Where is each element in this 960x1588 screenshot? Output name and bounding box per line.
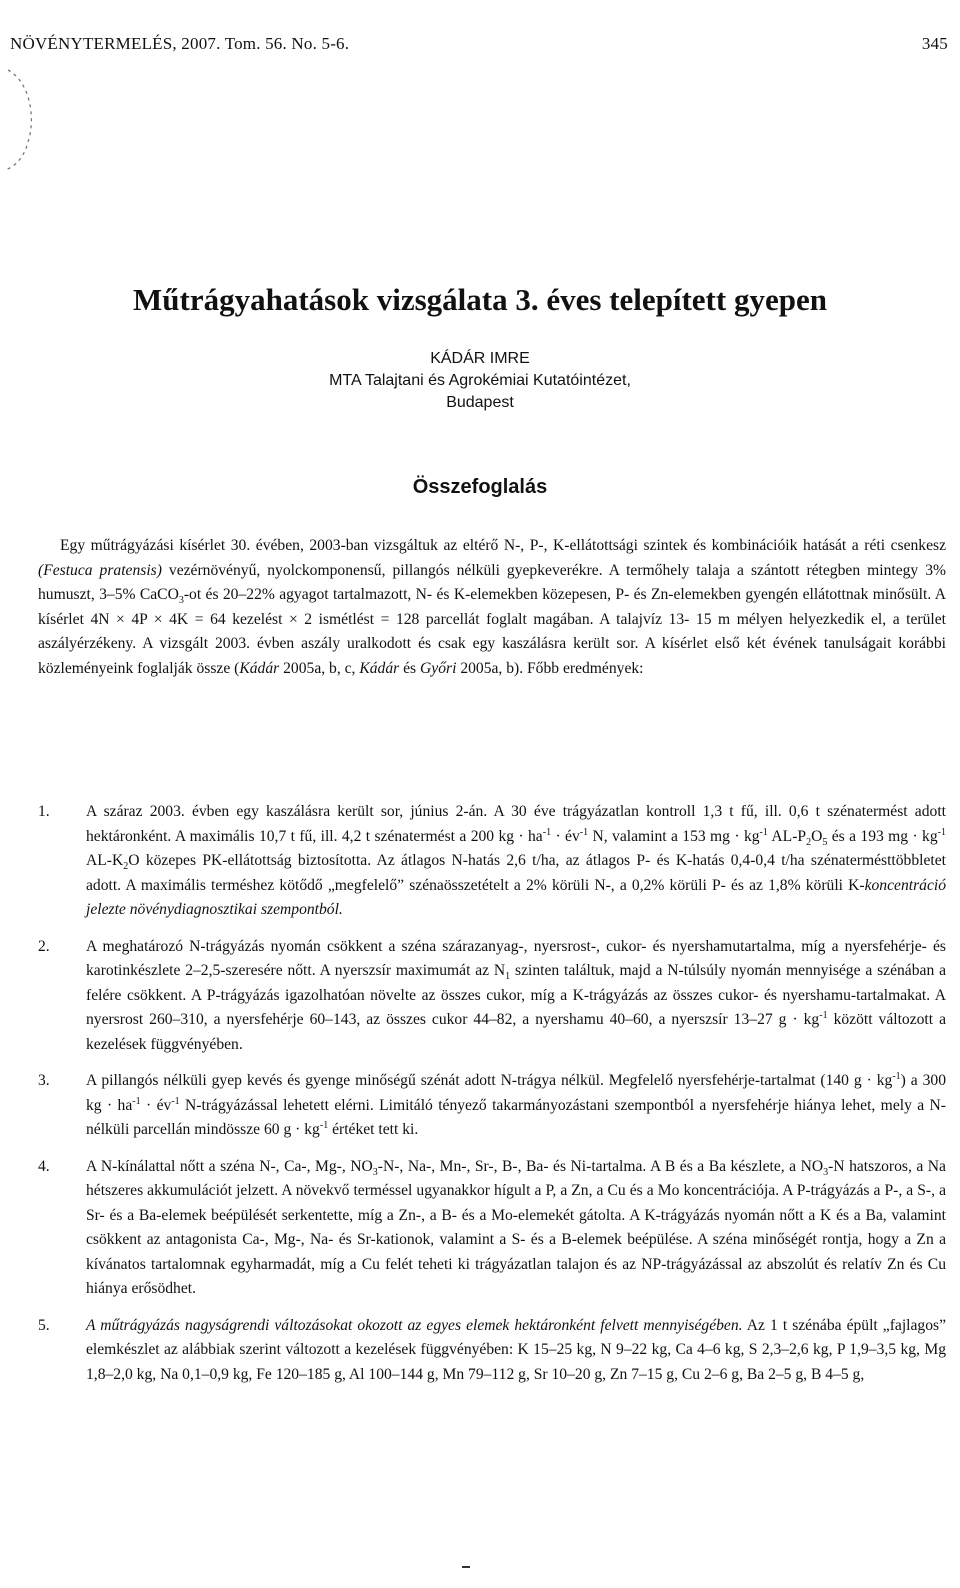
author-institute: MTA Talajtani és Agrokémiai Kutatóintézet, — [329, 372, 631, 389]
list-item: 5. A műtrágyázás nagyságrendi változásokat okozott az egyes elemek hektáronként felvett mennyiségében. Az 1 t szénába épült „fajlagos” elemkészlet az alábbiak szerint változott a kezelések függvényében: K 15–25 kg, N 9–22 kg, Ca 4–6 kg, S 2,3–2,6 kg, P 1,9–3,5 kg, Mg 1,8–2,0 kg, Na 0,1–0,9 kg, Fe 120–185 g, Al 100–144 g, Mn 79–112 g, Sr 10–20 g, Zn 7–15 g, Cu 2–6 g, Ba 2–5 g, B 4–5 g, — [38, 1316, 947, 1383]
list-item: 4. A N-kínálattal nőtt a széna N-, Ca-, Mg-, $NO_3-N-$, Na-, Mn-, Sr-, B-, Ba- és Ni-tartalma. A B és a Ba készlete, a $NO_3-N$ hatszoros, a Na hétszeres akkumulációt jelzett. A növekvő terméssel ugyanakkor hígult a P, a Zn, a Cu és a Mo koncentrációja. A P-trágyázás a P-, a S-, a Sr- és a Ba-elemek beépülését serkentette, míg a Zn-, a B- és a Mo-elemekét gátolta. A K-trágyázás nyomán nőtt a K és a Ba, valamint csökkent az antagonista Ca-, Mg-, Na- és Sr-kationok, valamint a S- és a B-elemek beépülése. A széna minőségét rontja, hogy a Zn a kívánatos tartalomnak egyharmadát, míg a Cu felét teheti ki trágyázatlan talajon és az NP-trágyázással az abszolút és relatív Zn és Cu hiánya erősödhet. — [38, 1157, 946, 1297]
section-title: Összefoglalás — [412, 476, 548, 498]
author-city: Budapest — [446, 394, 514, 411]
author-name: KÁDÁR IMRE — [430, 350, 530, 367]
list-item: 3. A pillangós nélküli gyep kevés és gyenge minőségű szénát adott N-trágya nélkül. Megfelelő nyersfehérje-tartalmat (140 $g \cdot kg^{-1}$) a 300 kg · $ha^{-1}$ · $év^{-1}$ N-trágyázással lehetett elérni. Limitáló tényező takarmányozástani szempontból a nyersfehérje hiánya lehet, mely a N-nélküli parcellán mindössze 60 $g \cdot kg^{-1}$ értéket tett ki. — [38, 1070, 947, 1138]
abstract-paragraph: Egy műtrágyázási kísérlet 30. évében, 2003-ban vizsgáltuk az eltérő N-, P-, K-ellátottsági szintek és kombinációik hatását a réti csenkesz (Festuca pratensis) vezérnövényű, nyolckomponensű, pillangós nélküli gyepkeverékre. A termőhely talaja a szántott rétegben mintegy 3% humuszt, 3–5% CaCO$_3$-ot és 20–22% agyagot tartalmazott, N- és K-elemekben közepesen, P- és Zn-elemekben gyengén ellátottnak minősült. A kísérlet 4N × 4P × 4K = 64 kezelést × 2 ismétlést = 128 parcellát foglalt magában. A talajvíz 13- 15 m mélyen helyezkedik el, a terület aszályérzékeny. A vizsgált 2003. évben aszály uralkodott és csak egy kaszálásra került sor. A kísérlet első két évének tanulságait korábbi közleményeink foglalják össze (Kádár 2005a, b, c, Kádár és Győri 2005a, b). Főbb eredmények: — [38, 537, 947, 677]
article-title: Műtrágyahatások vizsgálata 3. éves telepített gyepen — [133, 282, 827, 317]
journal-citation: NÖVÉNYTERMELÉS, 2007. Tom. 56. No. 5-6. — [10, 34, 350, 53]
results-list — [38, 800, 946, 1399]
author-block — [0, 348, 960, 414]
page-number: 345 — [921, 34, 948, 53]
list-item: 1. A száraz 2003. évben egy kaszálásra került sor, június 2-án. A 30 éve trágyázatlan kontroll 1,3 t fű, ill. 0,6 t szénatermést adott hektáronként. A maximális 10,7 t fű, ill. 4,2 t szénatermést a 200 kg · $ha^{-1}$ · $év^{-1}$ N, valamint a 153 mg · $kg^{-1}$ $AL-P_2O_5$ és a 193 mg · $kg^{-1}$ $AL-K_2O$ közepes PK-ellátottság biztosította. Az átlagos N-hatás 2,6 t/ha, az átlagos P- és K-hatás 0,4-0,4 t/ha szénatermésttöbbletet adott. A maximális terméshez kötődő „megfelelő” szénaösszetételt a 2% körüli N-, a 0,2% körüli P- és az 1,8% körüli K-koncentráció jelezte növénydiagnosztikai szempontból. — [38, 803, 946, 918]
list-item: 2. A meghatározó N-trágyázás nyomán csökkent a széna szárazanyag-, nyersrost-, cukor- és nyershamutartalma, míg a nyersfehérje- és karotinkészlete 2–2,5-szeresére nőtt. A nyerszsír maximumát az $N_1$ szinten találtuk, majd a N-túlsúly nyomán mennyisége a szénában a felére csökkent. A P-trágyázás igazolhatóan növelte az összes cukor, míg a K-trágyázás az összes cukor- és nyershamu-tartalmakat. A nyersrost 260–310, a nyersfehérje 60–143, az összes cukor 44–82, a nyershamu 40–60, a nyerszsír 13–27 $g \cdot kg^{-1}$ között változott a kezelések függvényében. — [38, 937, 947, 1053]
punch-hole-mark-icon — [0, 66, 44, 174]
running-header — [10, 34, 948, 54]
scan-mark — [462, 1566, 470, 1568]
